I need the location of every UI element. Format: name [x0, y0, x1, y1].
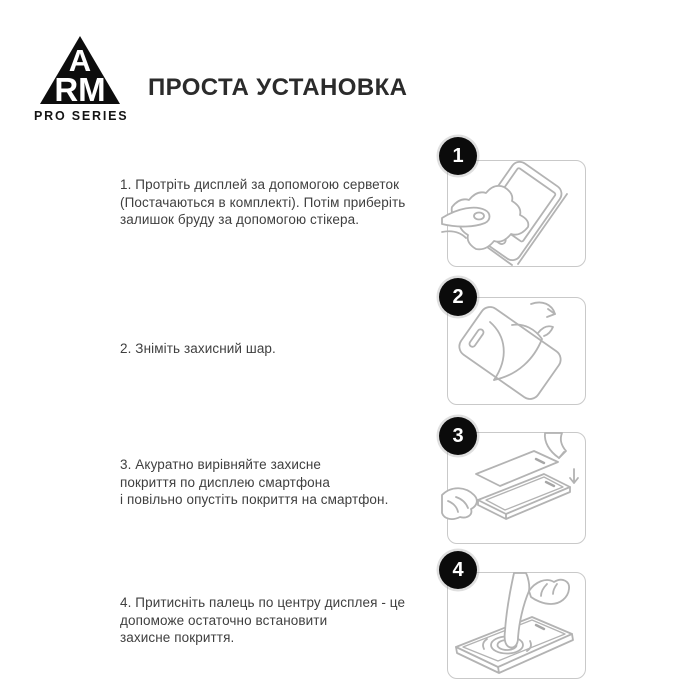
step-4-illustration-frame — [447, 572, 586, 679]
step-1-line-1: 1. Протріть дисплей за допомогою серветок — [120, 177, 400, 192]
step-1-instructions — [120, 176, 452, 229]
step-4-instructions — [120, 594, 452, 647]
step-4-line-3: захисне покриття. — [120, 630, 235, 645]
step-1-number-badge — [439, 137, 477, 175]
step-2-number-badge — [439, 278, 477, 316]
logo-letter-a: A — [68, 43, 92, 78]
arm-pro-series-logo — [34, 36, 129, 123]
step-3-line-2: покриття по дисплею смартфона — [120, 474, 330, 490]
step-4-line-2: допоможе остаточно встановити — [120, 612, 328, 628]
step-1-illustration — [448, 161, 585, 266]
page-title: ПРОСТА УСТАНОВКА — [148, 74, 408, 101]
step-3-number-badge — [439, 417, 477, 455]
screen-protector-icon — [455, 303, 564, 403]
peel-direction-arrow-icon — [531, 302, 555, 317]
step-1-line-2: (Постачаються в комплекті). Потім приберіть — [120, 194, 406, 210]
step-4-illustration — [448, 573, 585, 678]
step-4-line-1: 4. Притисніть палець по центру дисплея - це — [120, 595, 406, 610]
step-1-number: 1 — [452, 144, 464, 167]
logo-letters-rm: RM — [54, 71, 106, 105]
pinching-hand-icon — [545, 433, 566, 458]
step-2-illustration — [448, 298, 585, 404]
step-3-line-1: 3. Акуратно вирівняйте захисне — [120, 457, 321, 472]
step-2-number: 2 — [452, 285, 464, 308]
step-3-number: 3 — [452, 424, 464, 447]
step-2-line-1: 2. Зніміть захисний шар. — [120, 341, 276, 356]
step-4-number: 4 — [452, 558, 464, 581]
step-2-instructions — [120, 340, 452, 358]
logo-series-label: PRO SERIES — [34, 109, 129, 123]
step-1-line-3: залишок бруду за допомогою стікера. — [120, 212, 360, 227]
arm-triangle-logo-icon — [40, 36, 120, 105]
holding-hand-icon — [442, 488, 477, 519]
step-3-instructions — [120, 456, 452, 509]
step-3-line-3: і повільно опустіть покриття на смартфон. — [120, 492, 389, 507]
step-4-number-badge — [439, 551, 477, 589]
step-1-illustration-frame — [447, 160, 586, 267]
down-arrow-icon — [570, 469, 578, 483]
